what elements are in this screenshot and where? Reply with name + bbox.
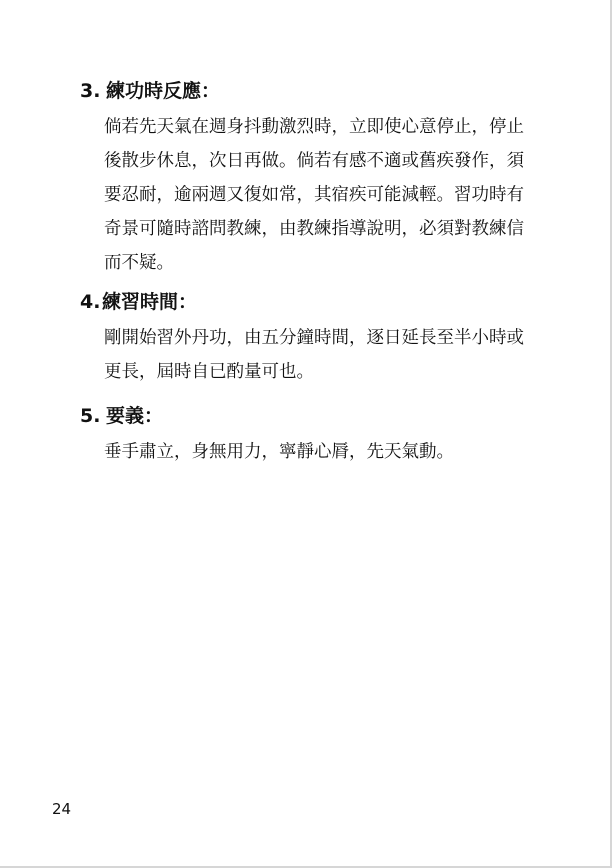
body-line: 倘若先天氣在週身抖動激烈時，立即使心意停止，停止 (104, 117, 524, 137)
page-number: 24 (52, 800, 72, 818)
body-line: 而不疑。 (104, 253, 174, 273)
section-body (104, 110, 534, 280)
body-line: 更長，屆時自已酌量可也。 (104, 362, 314, 382)
section-3 (80, 78, 540, 280)
section-title: 要義： (106, 405, 164, 427)
section-4 (80, 289, 540, 389)
section-number: 5. (80, 405, 101, 427)
section-title: 練習時間： (102, 291, 198, 313)
section-number: 4. (80, 291, 101, 313)
section-heading (80, 403, 540, 429)
body-line: 要忍耐，逾兩週又復如常，其宿疾可能減輕。習功時有 (104, 185, 524, 205)
section-title: 練功時反應： (106, 80, 221, 102)
body-line: 奇景可隨時諮問教練，由教練指導說明，必須對教練信 (104, 219, 524, 239)
body-line: 剛開始習外丹功，由五分鐘時間，逐日延長至半小時或 (104, 328, 524, 348)
section-body (104, 321, 534, 389)
body-line: 後散步休息，次日再做。倘若有感不適或舊疾發作，須 (104, 151, 524, 171)
section-body (104, 435, 534, 469)
body-line: 垂手肅立，身無用力，寧靜心脣，先天氣動。 (104, 442, 454, 462)
section-number: 3. (80, 80, 101, 102)
section-heading (80, 78, 540, 104)
section-5 (80, 403, 540, 469)
section-heading (80, 289, 540, 315)
